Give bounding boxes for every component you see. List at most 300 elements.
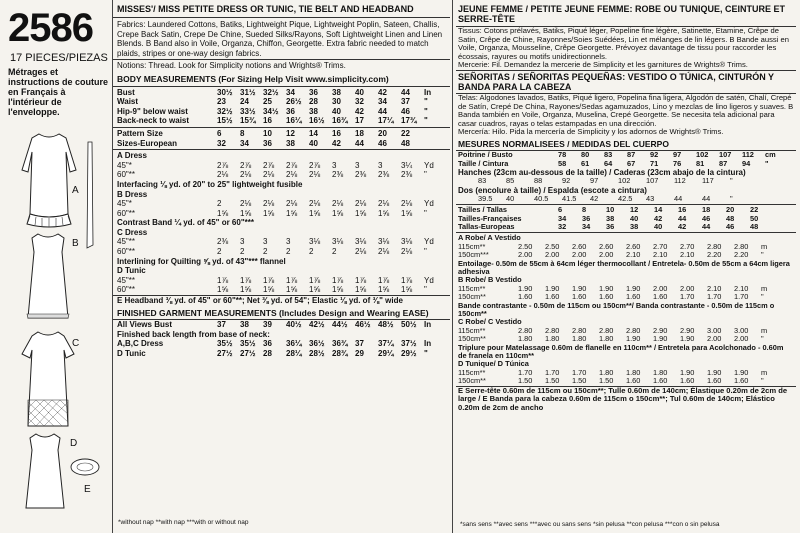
row-label: 60"** [117, 208, 135, 218]
table-cell: 102 [618, 176, 631, 186]
row-label: D Tunic [117, 349, 146, 358]
table-cell: 97 [590, 176, 599, 186]
row-label: 115cm** [458, 325, 486, 335]
table-cell: 2.60 [626, 241, 641, 251]
table-cell: 1⅝ [286, 285, 298, 295]
table-cell: In [424, 87, 432, 97]
table-cell: 2⅜ [378, 170, 390, 180]
table-cell: 2⅞ [240, 160, 252, 170]
table-cell: 15¾ [240, 116, 256, 126]
table-cell: 44½ [332, 320, 348, 330]
row-label: 45"** [117, 275, 135, 285]
row-label: 45"* [117, 160, 132, 170]
table-cell: 32 [558, 221, 567, 231]
table-cell: 58 [558, 158, 567, 168]
table-cell: 10 [263, 128, 272, 138]
table-cell: 38 [286, 138, 295, 148]
notions-text: Notions: Thread. Look for Simplicity notions and Wrights® Trims. [117, 61, 346, 71]
column-divider [452, 0, 453, 533]
table-cell: 48 [401, 138, 410, 148]
table-cell: 2⅜ [332, 170, 344, 180]
tailles-table [456, 206, 796, 231]
hanches-label: Hanches (23cm au-dessous de la taille) / Caderas (23cm abajo de la cintura) [458, 167, 746, 177]
table-cell: 44 [378, 106, 387, 116]
table-cell: 16½ [309, 116, 325, 126]
table-cell: 1.90 [599, 283, 614, 293]
table-cell: 1.60 [734, 376, 749, 386]
french-footnote: *sans sens **avec sens ***avec ou sans sens *sin pelusa **con pelusa ***con o sin pelusa [460, 521, 720, 528]
row-label: A,B,C Dress [117, 339, 164, 349]
row-label: 150cm*** [458, 250, 489, 260]
table-cell: 37¼ [378, 339, 394, 349]
row-label: 60"** [117, 170, 135, 180]
table-cell: 38 [630, 221, 639, 231]
table-note: D Tunic [117, 266, 146, 276]
table-cell: 48 [750, 221, 759, 231]
table-cell: 2.20 [707, 250, 722, 260]
row-label: Bust [117, 87, 135, 97]
table-cell: 8 [582, 205, 587, 215]
table-cell: 22 [401, 128, 410, 138]
table-cell: m [761, 241, 768, 251]
table-cell: 16 [678, 205, 687, 215]
table-cell: 39.5 [478, 193, 493, 203]
table-note: D Tunique/ D Túnica [458, 359, 529, 369]
spanish-title: SEÑORITAS / SEÑORITAS PEQUEÑAS: VESTIDO O TÚNICA, CINTURÓN Y BANDA PARA LA CABEZA [456, 70, 796, 94]
table-cell: 37 [355, 339, 364, 349]
row-label: 150cm** [458, 292, 486, 302]
table-cell: 2⅛ [309, 170, 321, 180]
table-cell: 39 [263, 320, 272, 330]
table-cell: 2⅜ [355, 170, 367, 180]
table-row [458, 160, 794, 168]
table-cell: 42 [654, 213, 663, 223]
table-cell: 2⅛ [401, 199, 413, 209]
table-cell: 1.50 [545, 376, 560, 386]
view-label-a: A [72, 185, 79, 196]
table-row [458, 195, 794, 203]
table-cell: 1.60 [653, 376, 668, 386]
table-cell: 2.90 [680, 325, 695, 335]
table-cell: 2⅛ [401, 247, 413, 257]
table-cell: 1.80 [545, 334, 560, 344]
table-cell: 15½ [217, 116, 233, 126]
table-row [117, 339, 446, 349]
table-cell: m [761, 367, 768, 377]
table-note: Entoilage- 0.50m de 55cm à 64cm léger thermocollant / Entretela- 0.50m de 55cm a 64cm ligera adhesiva [458, 258, 790, 277]
table-cell: 2⅛ [355, 199, 367, 209]
table-cell: 1.90 [626, 334, 641, 344]
table-row [117, 97, 446, 107]
table-cell: 64 [604, 158, 613, 168]
table-cell: 1.50 [518, 376, 533, 386]
table-cell: 2.10 [626, 250, 641, 260]
row-label: Taille / Cintura [458, 158, 509, 168]
table-cell: 42 [355, 106, 364, 116]
table-cell: 31½ [240, 87, 256, 97]
table-row [117, 285, 446, 295]
table-cell: 1⅝ [332, 285, 344, 295]
table-cell: 2⅛ [286, 170, 298, 180]
table-cell: " [424, 349, 428, 358]
table-cell: 76 [673, 158, 682, 168]
dos-label: Dos (encolure à taille) / Espalda (escote a cintura) [458, 185, 647, 195]
table-cell: 17 [355, 116, 364, 126]
table-cell: 2⅛ [286, 199, 298, 209]
view-label-c: C [72, 338, 80, 349]
view-d-illustration [22, 432, 68, 510]
table-cell: 2⅛ [355, 247, 367, 257]
table-cell: 78 [558, 150, 567, 160]
table-cell: 1.90 [518, 283, 533, 293]
table-cell: 71 [650, 158, 659, 168]
table-cell: 6 [217, 128, 222, 138]
table-cell: 1.90 [734, 367, 749, 377]
body-measurements-header: BODY MEASUREMENTS (For Sizing Help Visit www.simplicity.com) [113, 73, 450, 87]
table-cell: 2.00 [599, 250, 614, 260]
table-cell: 3 [286, 237, 291, 247]
finished-measurements-table [113, 320, 450, 358]
table-cell: 14 [654, 205, 663, 215]
table-cell: 2 [240, 247, 245, 257]
table-cell: 2⅛ [332, 199, 344, 209]
table-note: C Robe/ C Vestido [458, 317, 522, 327]
table-cell: 2⅜ [401, 170, 413, 180]
row-label: 115cm** [458, 367, 486, 377]
table-row [458, 377, 794, 385]
tie-belt-illustration [84, 140, 96, 250]
table-cell: 2⅞ [217, 160, 229, 170]
table-cell: 1⅝ [401, 208, 413, 218]
table-cell: " [424, 247, 427, 257]
table-cell: 2.10 [734, 283, 749, 293]
table-row [117, 349, 446, 359]
table-cell: 30 [332, 97, 341, 107]
table-cell: 1.90 [572, 283, 587, 293]
table-cell: 36½ [309, 339, 325, 349]
pieces-count: 17 PIECES/PIEZAS [10, 52, 108, 64]
mercerie-text: Mercerie: Fil. Demandez la mercerie de Simplicity et les garnitures de Wrights® Trims. [458, 60, 748, 70]
table-cell: Yd [424, 199, 434, 209]
table-cell: 40.5 [534, 193, 549, 203]
table-cell: 40 [506, 193, 515, 203]
table-cell: 3⅛ [401, 237, 413, 247]
table-cell: 32 [355, 97, 364, 107]
table-cell: 16 [263, 116, 272, 126]
table-cell: " [761, 376, 764, 386]
table-cell: 102 [696, 150, 709, 160]
table-cell: 3¼ [401, 160, 413, 170]
table-cell: 2.00 [734, 334, 749, 344]
mesures-table [456, 151, 796, 168]
telas-text: Telas: Algodones lavados, Batiks, Piqué ligero, Popelina fina ligera, Algodón de satén, Chalí, Crepé de Satín, Crepé De China, Rayones/Sedas agamuzados, Lino y mezclas de lino ligeros y suaves. B Banda también en Voile, Organza, Muselina, Crepé Georgette. Se necesita tela adicional para casar cuadros, rayas o telas estampadas en una dirección. [458, 92, 794, 128]
table-cell: 3 [263, 237, 268, 247]
table-cell: 3 [378, 160, 383, 170]
table-cell: 1.50 [599, 376, 614, 386]
table-note: Contrast Band ¼ yd. of 45" or 60"*** [117, 218, 254, 228]
table-cell: 1.70 [518, 367, 533, 377]
table-cell: 37 [217, 320, 226, 330]
table-cell: 1.80 [626, 367, 641, 377]
table-cell: " [761, 334, 764, 344]
merceria-text: Mercería: Hilo. Pida la mercería de Simplicity y los adornos de Wrights® Trims. [458, 127, 724, 137]
table-cell: 17¼ [378, 116, 394, 126]
body-measurements-table [113, 87, 450, 126]
table-cell: 1.70 [680, 292, 695, 302]
table-cell: " [424, 116, 428, 126]
table-cell: 2.80 [599, 325, 614, 335]
table-cell: 1.90 [545, 283, 560, 293]
table-cell: 42½ [309, 320, 325, 330]
table-cell: 36 [582, 213, 591, 223]
table-cell: 28 [263, 349, 272, 358]
table-cell: 1⅞ [332, 275, 344, 285]
table-cell: 32 [217, 138, 226, 148]
table-cell: 35½ [217, 339, 233, 349]
table-cell: 12 [286, 128, 295, 138]
table-note: C Dress [117, 227, 148, 237]
table-cell: 8 [240, 128, 245, 138]
table-cell: 28 [309, 97, 318, 107]
table-cell: 2⅛ [217, 170, 229, 180]
table-note: Interlining for Quilting ⅝ yd. of 43"*** flannel [117, 256, 286, 266]
table-cell: 3⅛ [355, 237, 367, 247]
table-cell: 1⅝ [240, 285, 252, 295]
table-cell: 42 [332, 138, 341, 148]
table-cell: 87 [719, 158, 728, 168]
table-note: B Dress [117, 189, 148, 199]
table-cell: 1⅞ [286, 275, 298, 285]
table-cell: 2 [263, 247, 268, 257]
french-spanish-column [456, 0, 796, 533]
table-cell: 40 [630, 213, 639, 223]
table-note: Triplure pour Matelassage 0.60m de flanelle en 110cm** / Entretela para Acolchonado - 0.60m de franela en 110cm** [458, 342, 784, 361]
table-cell: 32½ [263, 87, 279, 97]
table-cell: 1⅞ [240, 275, 252, 285]
table-row [117, 247, 446, 257]
table-note: A Robe/ A Vestido [458, 233, 521, 243]
table-cell: 40½ [286, 320, 302, 330]
table-cell: 42 [378, 87, 387, 97]
table-cell: " [730, 193, 733, 203]
table-cell: 46 [702, 213, 711, 223]
table-cell: Yd [424, 160, 434, 170]
table-cell: 26½ [286, 97, 302, 107]
table-cell: 1.80 [518, 334, 533, 344]
table-cell: 36 [286, 106, 295, 116]
table-cell: 32½ [217, 106, 233, 116]
metrage-note: Métrages et instructions de couture en Français à l'intérieur de l'enveloppe. [8, 67, 109, 117]
table-cell: 36 [263, 339, 272, 349]
table-cell: 2⅛ [309, 199, 321, 209]
table-cell: 18 [702, 205, 711, 215]
table-cell: 112 [742, 150, 754, 160]
table-cell: 44 [401, 87, 410, 97]
table-cell: 1⅞ [309, 275, 321, 285]
table-cell: 29¼ [378, 349, 394, 358]
view-label-d: D [70, 438, 78, 449]
table-row [117, 161, 446, 171]
table-cell: 29 [355, 349, 364, 358]
table-cell: 20 [726, 205, 735, 215]
hanches-row [456, 177, 796, 185]
table-cell: 1⅝ [309, 285, 321, 295]
table-cell: 1.70 [734, 292, 749, 302]
table-row [117, 199, 446, 209]
table-row [117, 209, 446, 219]
table-cell: 2.50 [545, 241, 560, 251]
table-cell: 3⅛ [332, 237, 344, 247]
row-label: 150cm** [458, 376, 486, 386]
table-cell: 1.60 [707, 376, 722, 386]
table-cell: 44 [702, 221, 711, 231]
table-cell: 2⅛ [240, 199, 252, 209]
table-cell: 50½ [401, 320, 417, 330]
table-cell: 41.5 [562, 193, 577, 203]
table-cell: 2.10 [707, 283, 722, 293]
row-label: Pattern Size [117, 128, 163, 138]
table-cell: 37 [401, 97, 410, 107]
view-c-illustration [18, 330, 78, 430]
table-cell: 1.60 [626, 292, 641, 302]
table-cell: 24 [240, 97, 249, 107]
table-cell: 2.00 [572, 250, 587, 260]
table-cell: 34 [286, 87, 295, 97]
table-cell: 3 [332, 160, 337, 170]
table-cell: 2.60 [572, 241, 587, 251]
table-cell: " [761, 250, 764, 260]
table-cell: 2 [332, 247, 337, 257]
table-cell: 1.60 [680, 376, 695, 386]
table-cell: 2⅞ [309, 160, 321, 170]
english-title: MISSES'/ MISS PETITE DRESS OR TUNIC, TIE BELT AND HEADBAND [113, 0, 450, 18]
table-cell: 36 [606, 221, 615, 231]
table-cell: 2 [217, 247, 222, 257]
row-label: Poitrine / Busto [458, 150, 513, 160]
table-cell: 46½ [355, 320, 371, 330]
table-cell: 1.90 [626, 283, 641, 293]
row-label [458, 195, 478, 203]
table-cell: 6 [558, 205, 563, 215]
table-cell: 1⅝ [378, 208, 390, 218]
table-cell: 44 [678, 213, 687, 223]
table-cell: 50 [750, 213, 759, 223]
table-cell: 1⅞ [217, 275, 229, 285]
table-cell: 3 [240, 237, 245, 247]
table-cell: 1⅞ [263, 275, 275, 285]
table-cell: 1⅝ [286, 208, 298, 218]
table-cell: 46 [378, 138, 387, 148]
table-cell: 112 [674, 176, 686, 186]
table-cell: " [765, 158, 769, 168]
table-cell: 27½ [217, 349, 233, 358]
table-cell: 40 [654, 221, 663, 231]
table-row [117, 237, 446, 247]
table-cell: Yd [424, 237, 434, 247]
view-b-illustration [22, 232, 74, 322]
table-cell: 92 [562, 176, 571, 186]
table-note: A Dress [117, 151, 147, 161]
headband-yardage: E Headband ⅜ yd. of 45" or 60"**; Net ⅜ yd. of 54"; Elastic ⅛ yd. of ⅜" wide [113, 295, 450, 306]
table-cell: 1⅝ [217, 208, 229, 218]
view-label-e: E [84, 484, 91, 495]
table-cell: 2.80 [707, 241, 722, 251]
row-label: Tailles-Françaises [458, 213, 522, 223]
table-cell: 1⅝ [378, 285, 390, 295]
table-cell: 1⅞ [401, 275, 413, 285]
table-cell: " [424, 106, 428, 116]
table-cell: 2⅞ [263, 160, 275, 170]
table-cell: 2.90 [653, 325, 668, 335]
table-cell: 48 [726, 213, 735, 223]
table-cell: 2⅞ [286, 160, 298, 170]
english-footnote: *without nap **with nap ***with or without nap [118, 519, 249, 526]
table-cell: 33½ [240, 106, 256, 116]
pattern-number: 2586 [8, 6, 93, 50]
table-cell: 1⅝ [355, 208, 367, 218]
table-cell: 2.80 [626, 325, 641, 335]
row-label: Back-neck to waist [117, 116, 190, 126]
table-row [117, 129, 446, 139]
table-cell: 1⅝ [309, 208, 321, 218]
table-cell: 87 [627, 150, 636, 160]
table-cell: 16¼ [286, 116, 302, 126]
table-cell: In [424, 320, 432, 330]
table-cell: 34 [240, 138, 249, 148]
left-column [0, 0, 112, 533]
table-cell: 3⅛ [309, 237, 321, 247]
table-cell: 1.60 [653, 292, 668, 302]
table-cell: 1.70 [707, 292, 722, 302]
table-row [117, 276, 446, 286]
table-cell: 27½ [240, 349, 256, 358]
row-label: Tallas-Europeas [458, 221, 515, 231]
row-label: Tailles / Tallas [458, 205, 508, 215]
table-cell: 22 [750, 205, 759, 215]
table-cell: 1⅞ [378, 275, 390, 285]
table-cell: " [424, 208, 427, 218]
table-cell: 85 [506, 176, 515, 186]
table-cell: 2 [217, 199, 222, 209]
table-cell: 1⅞ [355, 275, 367, 285]
table-cell: 2.80 [572, 325, 587, 335]
table-cell: 2.00 [545, 250, 560, 260]
table-cell: 1.80 [572, 334, 587, 344]
table-cell: 2 [286, 247, 291, 257]
table-cell: 107 [646, 176, 659, 186]
mesures-header: MESURES NORMALISEES / MEDIDAS DEL CUERPO [456, 139, 796, 151]
table-cell: 1⅝ [240, 208, 252, 218]
table-row [117, 170, 446, 180]
table-cell: 1.90 [680, 334, 695, 344]
table-cell: 1.90 [653, 334, 668, 344]
table-row [117, 88, 446, 98]
table-cell: 3 [355, 160, 360, 170]
view-e-headband-illustration [68, 456, 102, 478]
table-cell: 107 [719, 150, 732, 160]
table-cell: 44 [674, 193, 683, 203]
table-cell: 34 [378, 97, 387, 107]
table-cell: 2 [309, 247, 314, 257]
table-cell: 1⅝ [355, 285, 367, 295]
table-cell: 25 [263, 97, 272, 107]
table-cell: 2⅛ [263, 170, 275, 180]
table-cell: " [424, 285, 427, 295]
table-cell: 20 [378, 128, 387, 138]
table-cell: 67 [627, 158, 636, 168]
table-cell: 28¼ [286, 349, 302, 358]
table-cell: 42 [678, 221, 687, 231]
